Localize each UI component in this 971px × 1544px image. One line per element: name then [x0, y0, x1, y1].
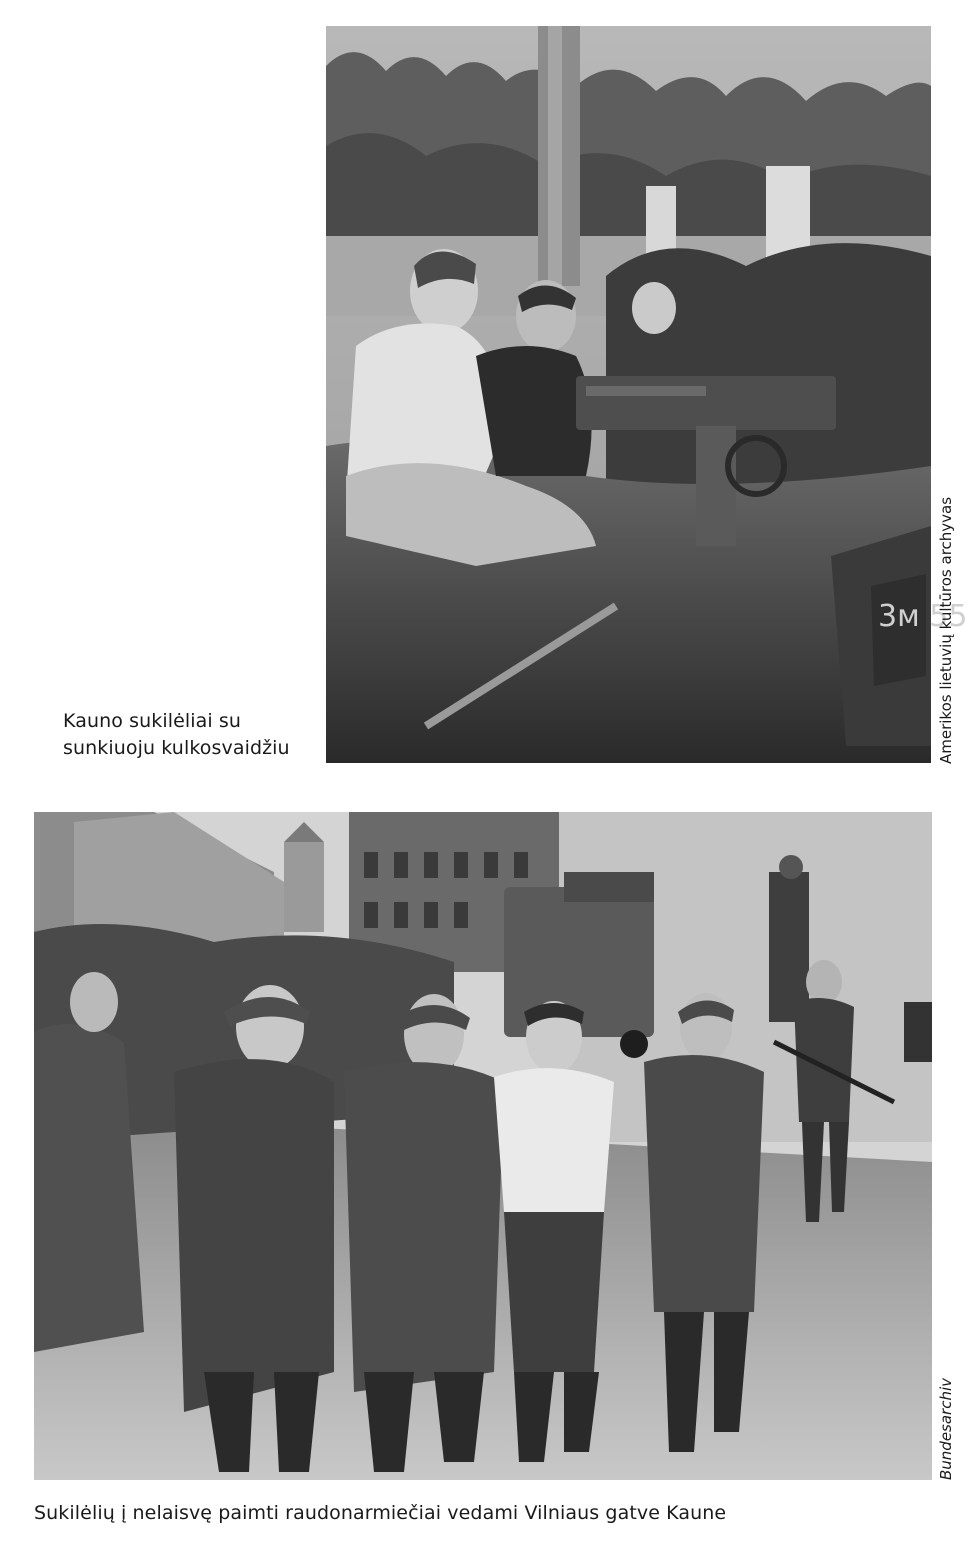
photo-prisoners-vilniaus-street — [34, 812, 932, 1480]
caption-prisoners-vilniaus-street: Sukilėlių į nelaisvę paimti raudonarmiečiai vedami Vilniaus gatve Kaune — [34, 1502, 727, 1524]
photo-prisoners-vilniaus-street-image — [34, 812, 932, 1480]
caption-insurgents-machine-gun: Kauno sukilėliai su sunkiuoju kulkosvaidžiu — [63, 710, 290, 759]
crate-marking: 3м 55 — [878, 599, 968, 634]
photo-credit-american-lithuanian-archive: Amerikos lietuvių kultūros archyvas — [937, 496, 955, 764]
photo-credit-bundesarchiv: Bundesarchiv — [937, 1377, 955, 1480]
